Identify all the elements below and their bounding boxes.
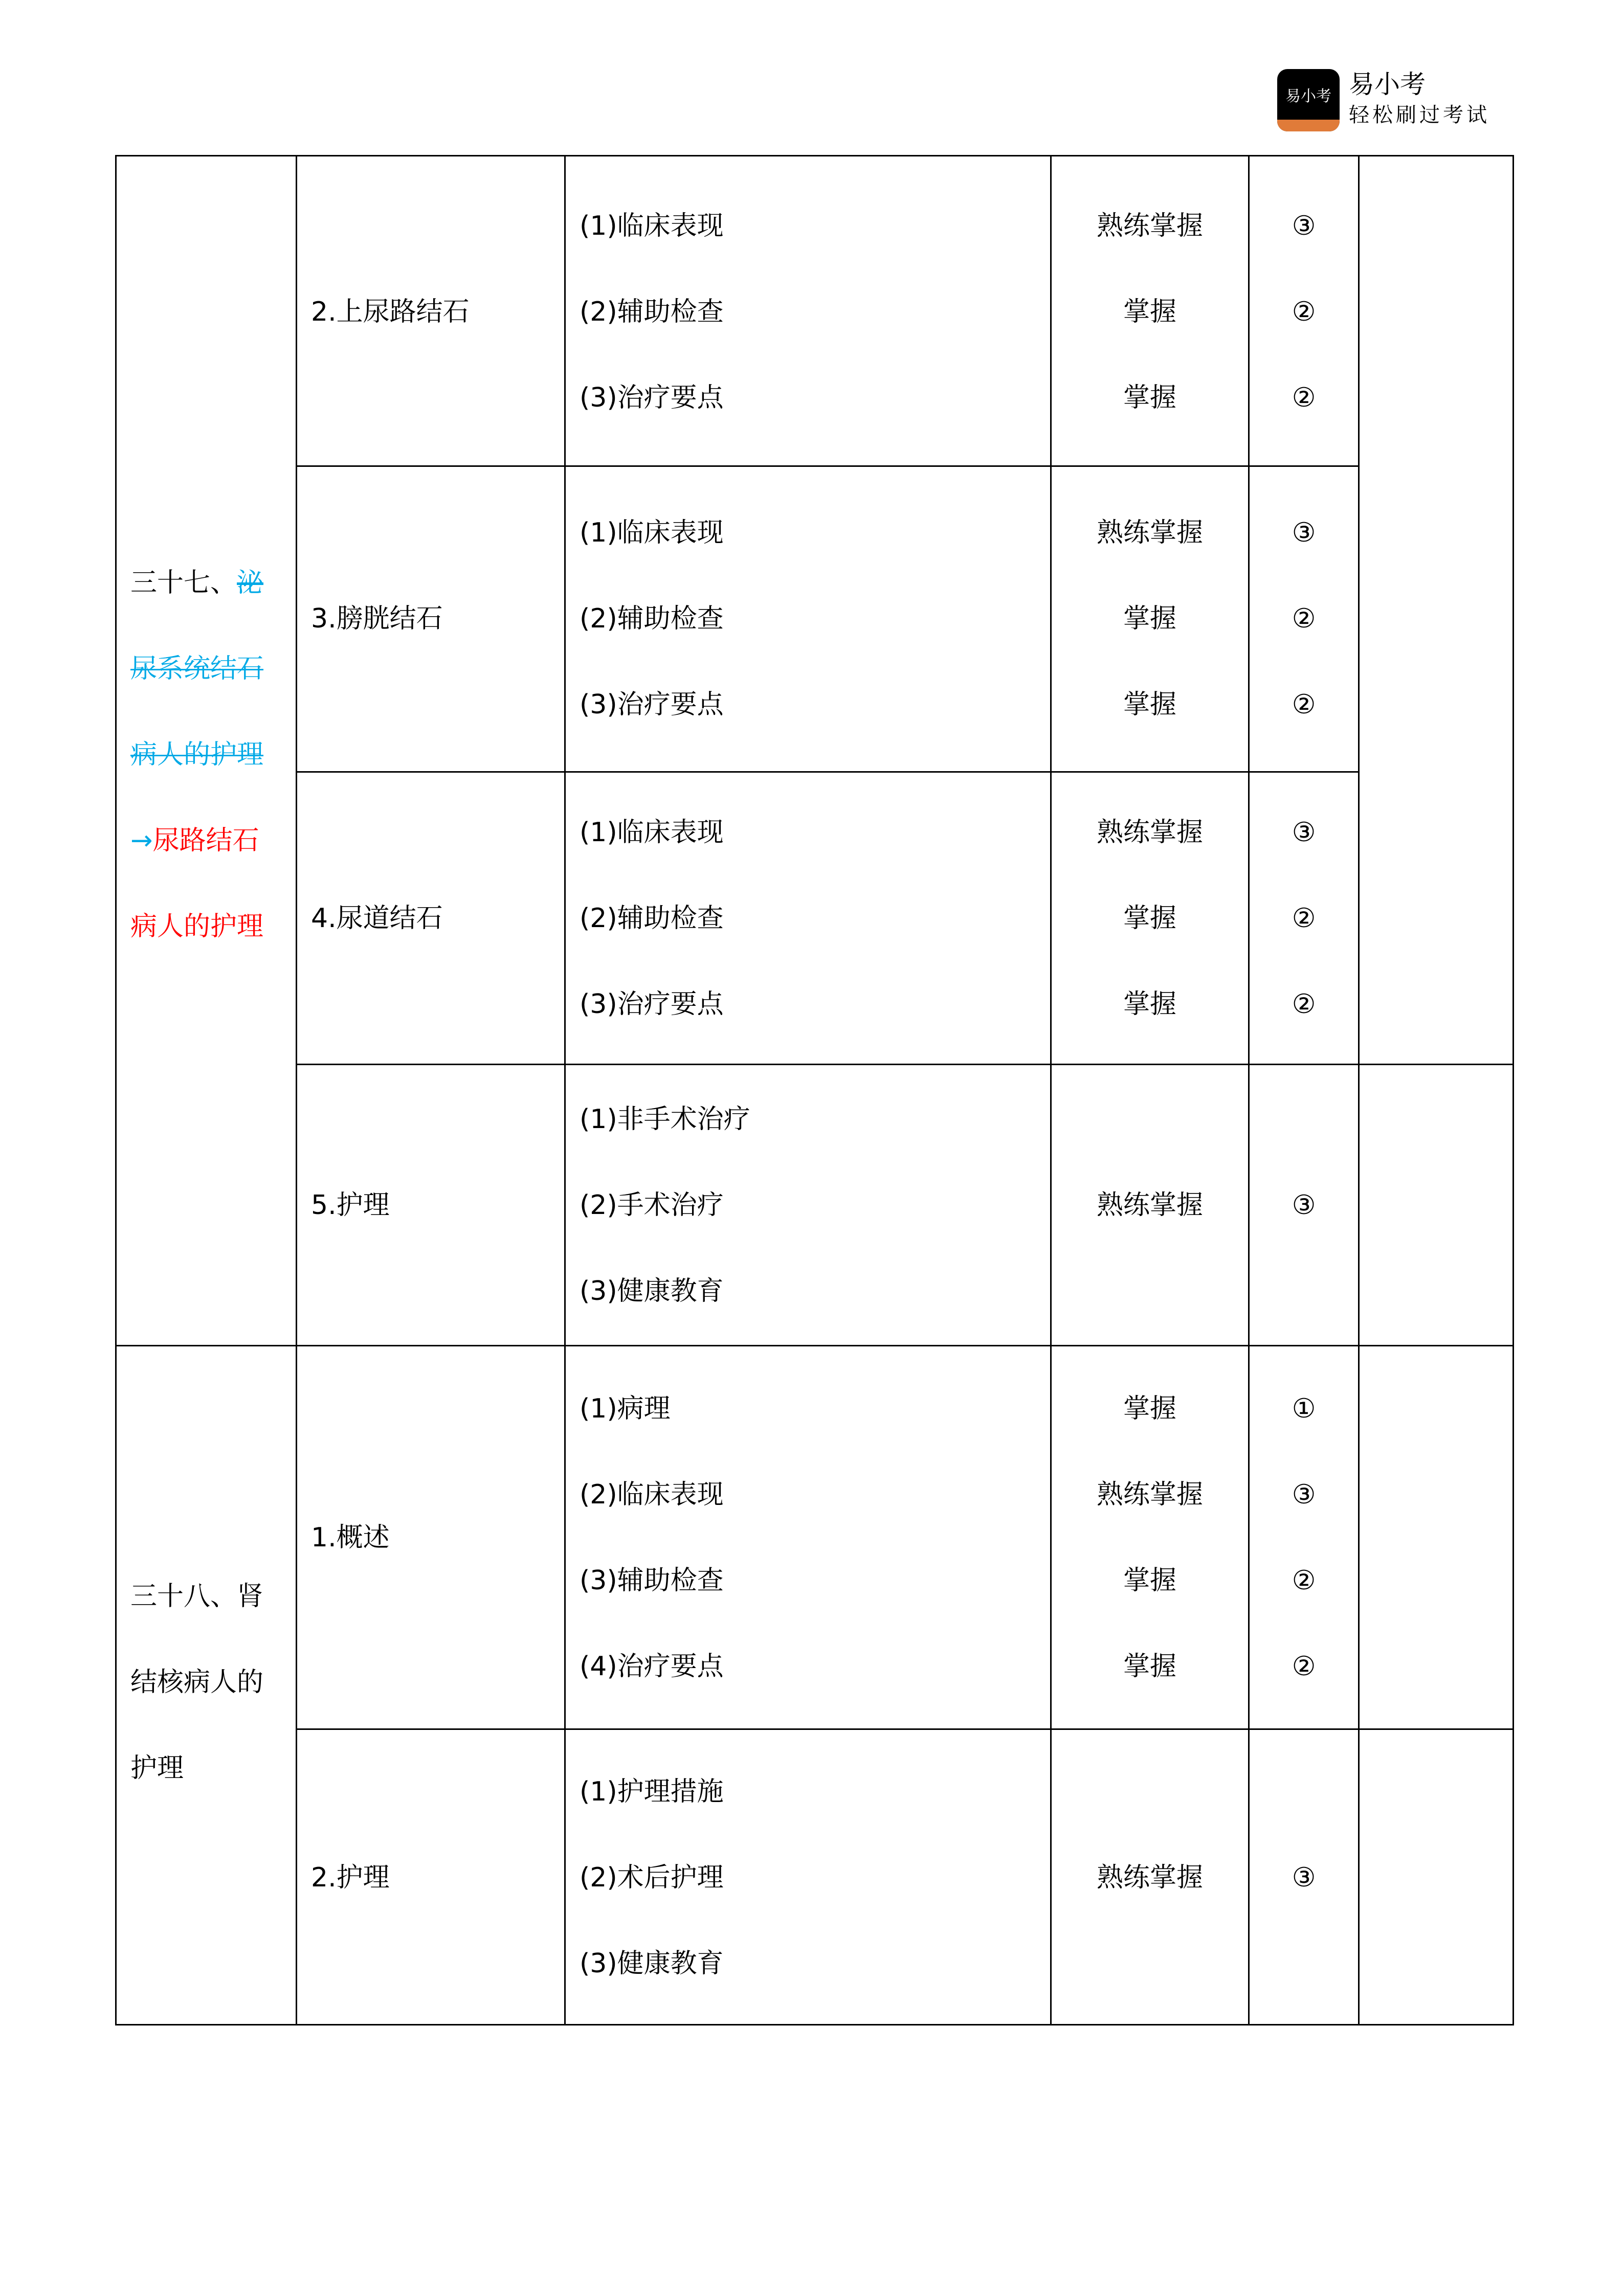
level: 熟练掌握	[1096, 1190, 1203, 1221]
brand-logo	[1277, 69, 1340, 131]
unit-label: 1.概述	[311, 1522, 390, 1553]
item: (1)护理措施	[580, 1776, 724, 1807]
grade: ②	[1292, 1565, 1316, 1596]
grade: ③	[1292, 817, 1316, 848]
item: (1)非手术治疗	[580, 1104, 750, 1135]
grade: ③	[1292, 517, 1316, 548]
level: 熟练掌握	[1096, 211, 1203, 241]
notes-cell	[1358, 1728, 1514, 2025]
item: (1)临床表现	[580, 211, 724, 241]
chapter-38-line: 护理	[130, 1753, 184, 1784]
logo-accent-bar	[1277, 120, 1340, 131]
item: (3)健康教育	[580, 1948, 724, 1979]
notes-cell	[1358, 1064, 1514, 1346]
chapter-37-line-2: 尿系统结石	[130, 654, 264, 684]
item: (2)辅助检查	[580, 297, 724, 327]
grade: ②	[1292, 382, 1316, 413]
item: (3)健康教育	[580, 1276, 724, 1307]
grade: ③	[1292, 211, 1316, 241]
chapter-37-line-1: 三十七、泌	[130, 568, 264, 598]
chapter-38-line: 三十八、肾	[130, 1581, 264, 1612]
level: 掌握	[1123, 989, 1176, 1020]
grade: ③	[1292, 1190, 1316, 1221]
grade: ①	[1292, 1393, 1316, 1424]
unit-label: 2.护理	[311, 1862, 390, 1893]
chapter-37-line-5: 病人的护理	[130, 911, 264, 942]
item: (1)临床表现	[580, 817, 724, 848]
item: (3)治疗要点	[580, 989, 724, 1020]
level: 熟练掌握	[1096, 817, 1203, 848]
level: 掌握	[1123, 1651, 1176, 1682]
level: 熟练掌握	[1096, 1862, 1203, 1893]
grade: ②	[1292, 297, 1316, 327]
item: (2)辅助检查	[580, 603, 724, 634]
level: 掌握	[1123, 903, 1176, 934]
unit-label: 4.尿道结石	[311, 903, 443, 934]
chapter-37-line-4: →尿路结石	[130, 825, 259, 856]
level: 掌握	[1123, 689, 1176, 720]
logo-text: 易小考	[1285, 87, 1331, 105]
item: (2)辅助检查	[580, 903, 724, 934]
grade: ②	[1292, 1651, 1316, 1682]
unit-label: 5.护理	[311, 1190, 390, 1221]
item: (2)临床表现	[580, 1479, 724, 1510]
unit-label: 3.膀胱结石	[311, 603, 443, 634]
grade: ③	[1292, 1479, 1316, 1510]
brand-name: 易小考	[1349, 70, 1426, 99]
item: (3)辅助检查	[580, 1565, 724, 1596]
level: 熟练掌握	[1096, 517, 1203, 548]
level: 掌握	[1123, 603, 1176, 634]
item: (1)临床表现	[580, 517, 724, 548]
chapter-38-line: 结核病人的	[130, 1667, 264, 1698]
grade: ②	[1292, 603, 1316, 634]
item: (2)手术治疗	[580, 1190, 724, 1221]
item: (2)术后护理	[580, 1862, 724, 1893]
item: (3)治疗要点	[580, 382, 724, 413]
level: 掌握	[1123, 382, 1176, 413]
unit-label: 2.上尿路结石	[311, 297, 470, 327]
level: 掌握	[1123, 297, 1176, 327]
brand-slogan: 轻松刷过考试	[1349, 103, 1490, 127]
level: 掌握	[1123, 1565, 1176, 1596]
grade: ③	[1292, 1862, 1316, 1893]
item: (1)病理	[580, 1393, 671, 1424]
chapter-37-line-3: 病人的护理	[130, 739, 264, 770]
grade: ②	[1292, 903, 1316, 934]
grade: ②	[1292, 689, 1316, 720]
level: 熟练掌握	[1096, 1479, 1203, 1510]
notes-cell	[1358, 155, 1514, 1065]
notes-cell	[1358, 1345, 1514, 1730]
level: 掌握	[1123, 1393, 1176, 1424]
item: (3)治疗要点	[580, 689, 724, 720]
item: (4)治疗要点	[580, 1651, 724, 1682]
grade: ②	[1292, 989, 1316, 1020]
